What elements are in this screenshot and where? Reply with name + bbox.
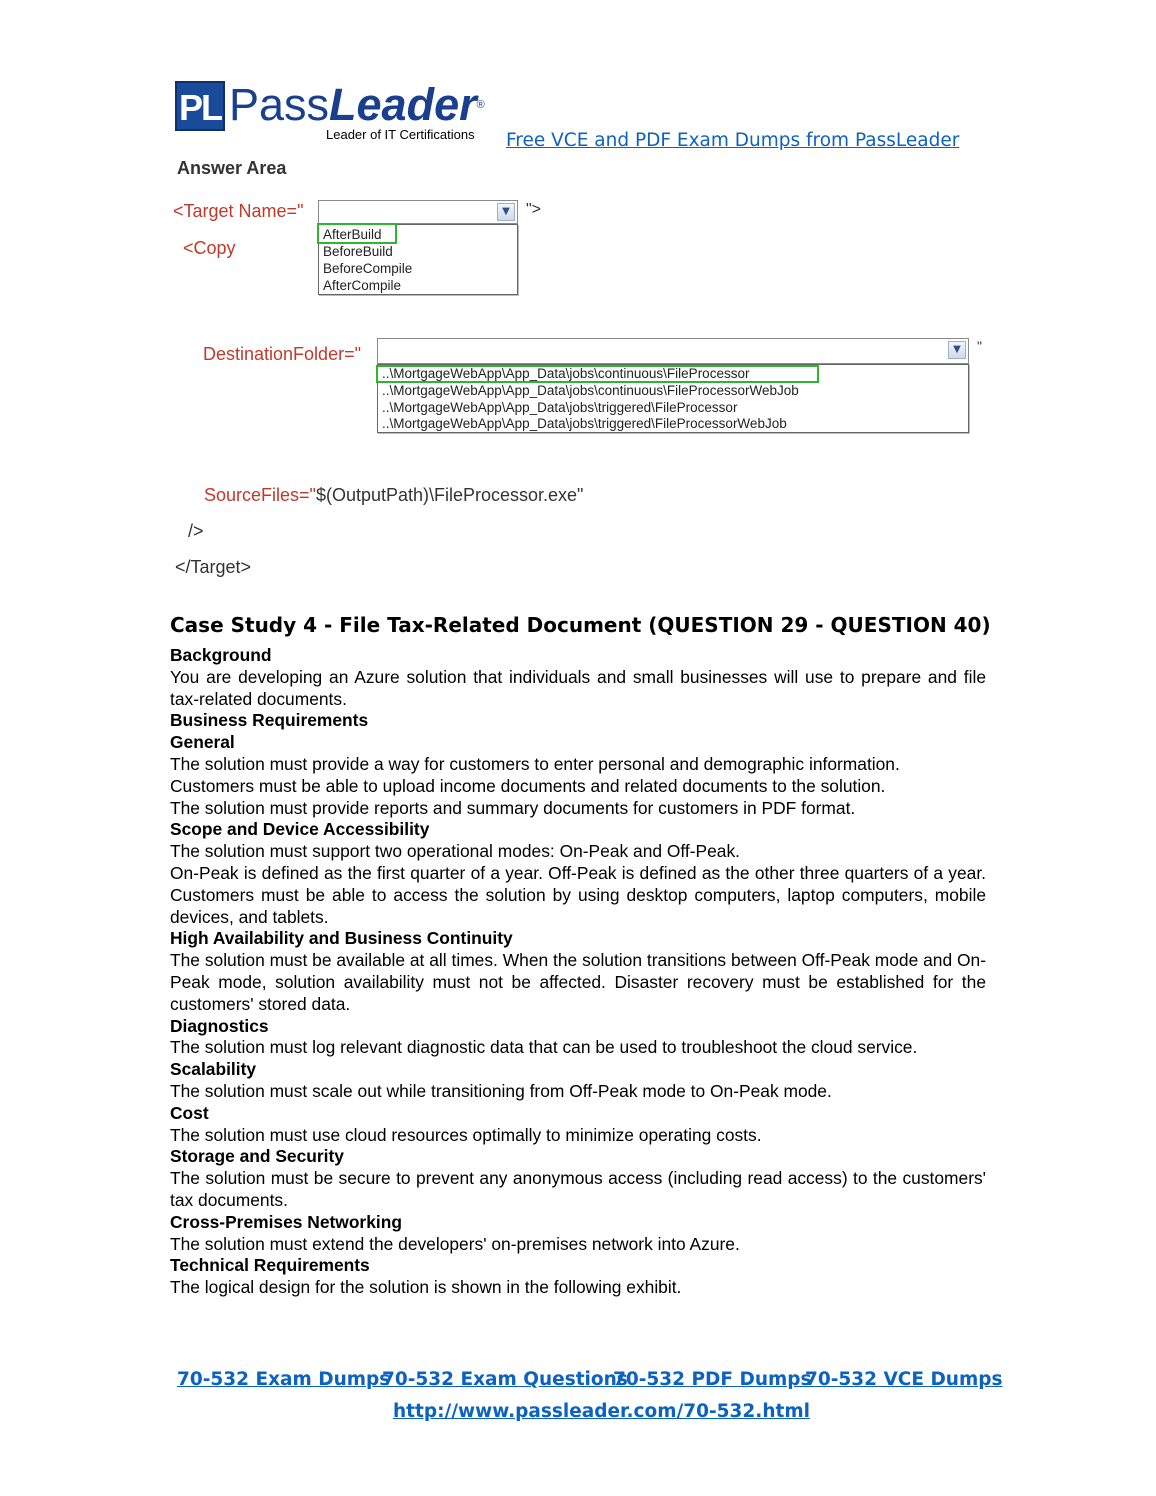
footer-url-link[interactable]: http://www.passleader.com/70-532.html (393, 1401, 810, 1422)
section-heading: Scope and Device Accessibility (170, 819, 430, 840)
footer-link-vce-dumps[interactable]: 70-532 VCE Dumps (805, 1369, 1003, 1390)
section-paragraph: The solution must be available at all times. When the solution transitions between Off-Peak mode and On-Peak mode, solution availability must not be affected. Disaster recovery must be established for the customers' stored data. (170, 950, 986, 1014)
section-heading: Diagnostics (170, 1015, 269, 1036)
target-option[interactable]: BeforeCompile (323, 261, 413, 276)
case-study-body (170, 645, 986, 1299)
section-paragraph: The solution must scale out while transitioning from Off-Peak mode to On-Peak mode. (170, 1080, 832, 1101)
passleader-logo-mark: PL (175, 81, 225, 131)
section-paragraph: You are developing an Azure solution that individuals and small businesses will use to prepare and file tax-related documents. (170, 666, 986, 709)
logo-pass-text: Pass (229, 79, 330, 130)
section-heading: High Availability and Business Continuity (170, 928, 513, 949)
source-files-value: $(OutputPath)\FileProcessor.exe" (315, 485, 584, 505)
section-paragraph: The logical design for the solution is shown in the following exhibit. (170, 1277, 682, 1298)
destination-option[interactable]: ..\MortgageWebApp\App_Data\jobs\triggered\FileProcessorWebJob (382, 416, 787, 431)
answer-area-title: Answer Area (177, 158, 287, 178)
section-heading: Storage and Security (170, 1146, 344, 1167)
target-name-options-list[interactable] (318, 224, 518, 295)
destination-folder-attr: DestinationFolder=" (203, 344, 361, 364)
target-option[interactable]: AfterCompile (323, 278, 402, 293)
logo-tagline: Leader of IT Certifications (326, 127, 475, 142)
section-heading: Background (170, 645, 272, 665)
target-option[interactable]: AfterBuild (323, 227, 382, 242)
section-heading: Cross-Premises Networking (170, 1211, 402, 1232)
destination-close-quote: " (977, 338, 982, 354)
target-open-tag: <Target Name=" (173, 201, 304, 221)
section-paragraph: On-Peak is defined as the first quarter of a year. Off-Peak is defined as the other three quarters of a year. Customers must be able to access the solution by using desktop computers, laptop computers, mobile devices, and tablets. (170, 862, 986, 927)
passleader-logo-wordmark (229, 80, 485, 130)
destination-folder-options-list[interactable] (377, 364, 969, 433)
destination-option[interactable]: ..\MortgageWebApp\App_Data\jobs\triggered\FileProcessor (382, 400, 738, 415)
section-paragraph: Customers must be able to upload income documents and related documents to the solution. (170, 775, 886, 796)
section-paragraph: The solution must log relevant diagnostic data that can be used to troubleshoot the cloud service. (170, 1037, 918, 1058)
destination-option[interactable]: ..\MortgageWebApp\App_Data\jobs\continuous\FileProcessorWebJob (382, 383, 799, 398)
section-heading: General (170, 732, 235, 753)
target-name-dropdown[interactable] (318, 200, 518, 224)
section-heading: Scalability (170, 1059, 257, 1080)
target-option[interactable]: BeforeBuild (323, 244, 393, 259)
chevron-down-icon[interactable]: ▼ (948, 341, 966, 359)
destination-folder-dropdown[interactable] (377, 338, 969, 364)
source-files-line (204, 485, 583, 506)
destination-option[interactable]: ..\MortgageWebApp\App_Data\jobs\continuous\FileProcessor (382, 366, 750, 381)
footer-link-exam-questions[interactable]: 70-532 Exam Questions (382, 1369, 628, 1390)
section-heading: Business Requirements (170, 710, 369, 731)
section-heading: Technical Requirements (170, 1255, 370, 1276)
logo-leader-text: Leader (329, 79, 477, 130)
logo-registered-mark: ® (476, 99, 485, 111)
copy-self-close: /> (188, 521, 204, 541)
section-paragraph: The solution must provide a way for customers to enter personal and demographic information. (170, 753, 900, 774)
section-paragraph: The solution must provide reports and summary documents for customers in PDF format. (170, 797, 856, 818)
footer-link-exam-dumps[interactable]: 70-532 Exam Dumps (177, 1369, 391, 1390)
case-study-title: Case Study 4 - File Tax-Related Document (QUESTION 29 - QUESTION 40) (170, 613, 991, 637)
footer-link-pdf-dumps[interactable]: 70-532 PDF Dumps (613, 1369, 812, 1390)
section-paragraph: The solution must extend the developers' on-premises network into Azure. (170, 1233, 740, 1254)
section-heading: Cost (170, 1102, 209, 1123)
free-dumps-link[interactable]: Free VCE and PDF Exam Dumps from PassLeader (506, 130, 960, 151)
source-files-attr: SourceFiles=" (204, 485, 316, 505)
section-paragraph: The solution must support two operational modes: On-Peak and Off-Peak. (170, 841, 741, 862)
section-paragraph: The solution must use cloud resources optimally to minimize operating costs. (170, 1124, 762, 1145)
section-paragraph: The solution must be secure to prevent any anonymous access (including read access) to the customers' tax documents. (170, 1168, 986, 1210)
chevron-down-icon[interactable]: ▼ (497, 203, 515, 221)
target-close-quote: "> (526, 201, 542, 218)
target-end-tag: </Target> (175, 557, 252, 577)
copy-tag: <Copy (183, 238, 236, 258)
